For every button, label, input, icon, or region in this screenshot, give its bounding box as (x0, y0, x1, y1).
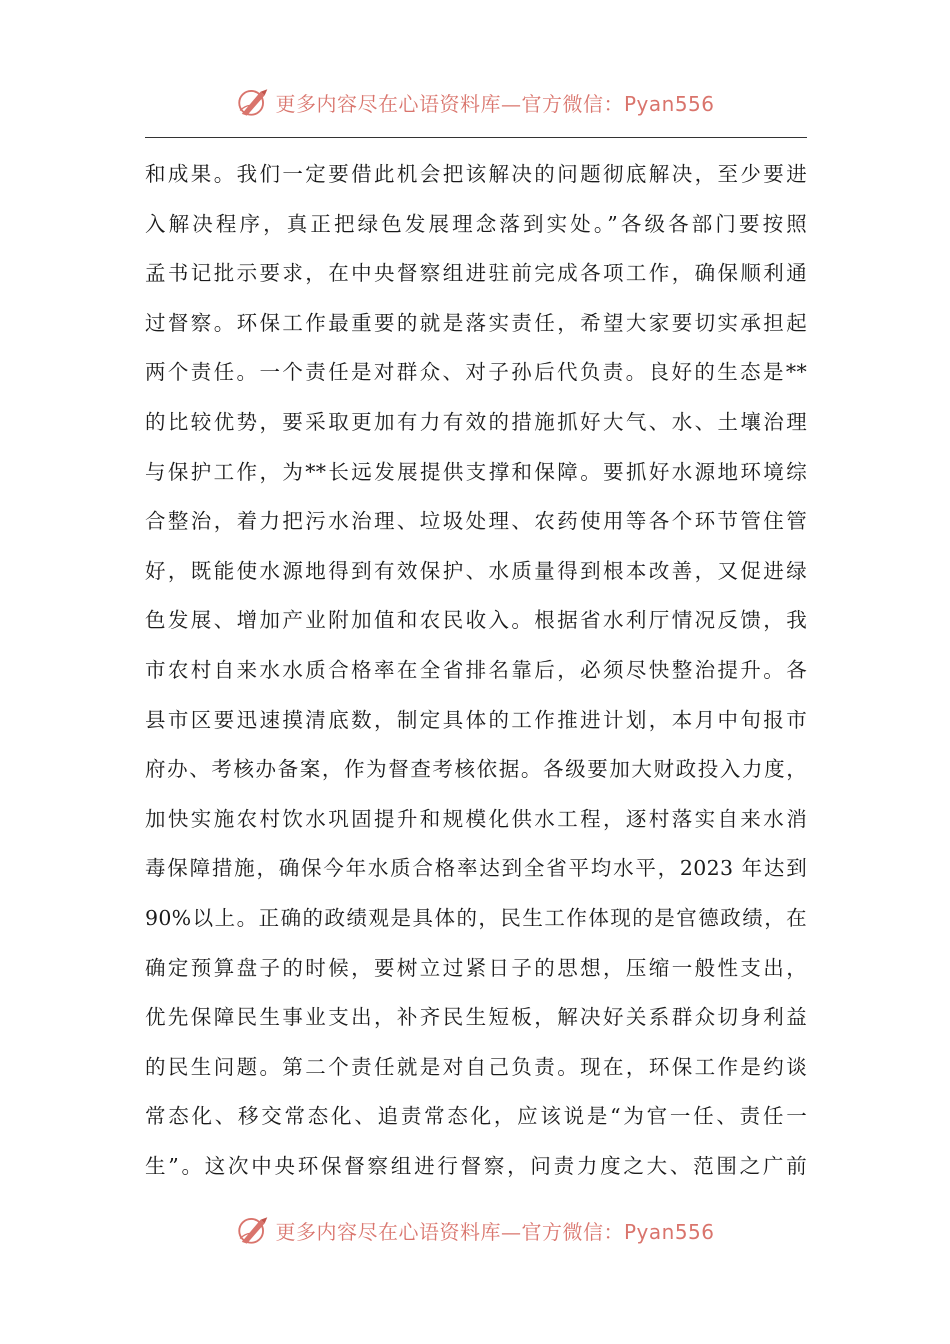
footer-banner-label: 更多内容尽在心语资料库—官方微信： (275, 1219, 624, 1244)
body-line: 优先保障民生事业支出，补齐民生短板，解决好关系群众切身利益 (145, 1005, 807, 1030)
body-line: 的民生问题。第二个责任就是对自己负责。现在，环保工作是约谈 (145, 1054, 807, 1079)
body-line: 府办、考核办备案，作为督查考核依据。各级要加大财政投入力度， (145, 757, 807, 782)
body-line: 好，既能使水源地得到有效保护、水质量得到根本改善，又促进绿 (145, 558, 807, 583)
body-line: 孟书记批示要求，在中央督察组进驻前完成各项工作，确保顺利通 (145, 261, 807, 286)
pen-nib-logo-icon (235, 85, 269, 119)
body-line: 生”。这次中央环保督察组进行督察，问责力度之大、范围之广前 (145, 1153, 807, 1178)
body-line: 的比较优势，要采取更加有力有效的措施抓好大气、水、土壤治理 (145, 409, 807, 434)
footer-banner (0, 1208, 950, 1252)
body-line: 确定预算盘子的时候，要树立过紧日子的思想，压缩一般性支出， (145, 955, 807, 980)
document-body (145, 150, 807, 1191)
pen-nib-logo-icon (235, 1213, 269, 1247)
body-line: 市农村自来水水质合格率在全省排名靠后，必须尽快整治提升。各 (145, 657, 807, 682)
body-line: 90%以上。正确的政绩观是具体的，民生工作体现的是官德政绩，在 (145, 905, 807, 930)
body-line: 合整治，着力把污水治理、垃圾处理、农药使用等各个环节管住管 (145, 509, 807, 534)
body-line: 入解决程序，真正把绿色发展理念落到实处。”各级各部门要按照 (145, 211, 807, 236)
body-line: 过督察。环保工作最重要的就是落实责任，希望大家要切实承担起 (145, 310, 807, 335)
body-line: 和成果。我们一定要借此机会把该解决的问题彻底解决，至少要进 (145, 162, 807, 186)
body-line: 两个责任。一个责任是对群众、对子孙后代负责。良好的生态是** (145, 360, 807, 385)
body-line: 毒保障措施，确保今年水质合格率达到全省平均水平，2023 年达到 (145, 856, 807, 881)
body-line: 加快实施农村饮水巩固提升和规模化供水工程，逐村落实自来水消 (145, 806, 807, 831)
body-line: 色发展、增加产业附加值和农民收入。根据省水利厅情况反馈，我 (145, 608, 807, 633)
footer-wechat-id: Pyan556 (623, 1219, 715, 1244)
header-wechat-id: Pyan556 (623, 91, 715, 116)
header-banner (0, 80, 950, 124)
header-banner-label: 更多内容尽在心语资料库—官方微信： (275, 91, 624, 116)
footer-banner-text (275, 1216, 714, 1245)
header-banner-text (275, 88, 714, 117)
body-line: 常态化、移交常态化、追责常态化，应该说是“为官一任、责任一 (145, 1104, 807, 1129)
body-line: 与保护工作，为**长远发展提供支撑和保障。要抓好水源地环境综 (145, 459, 807, 484)
body-line: 县市区要迅速摸清底数，制定具体的工作推进计划，本月中旬报市 (145, 707, 807, 732)
header-divider (145, 137, 807, 138)
